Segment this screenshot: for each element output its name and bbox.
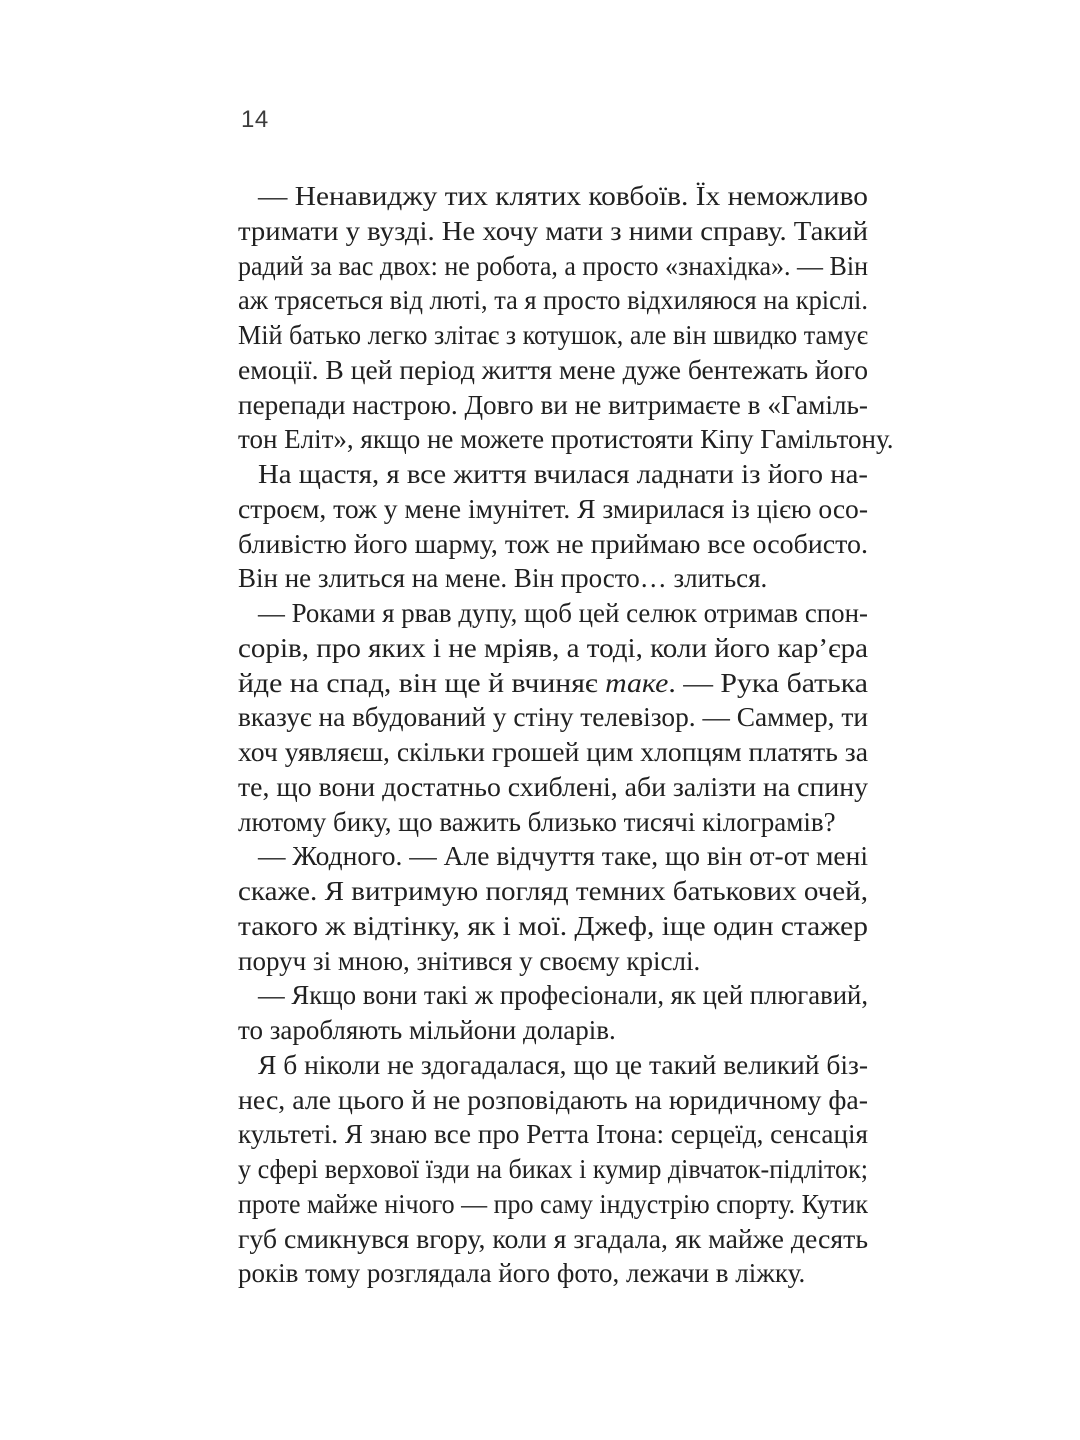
- text-line: [238, 527, 868, 562]
- paragraph: [238, 596, 868, 839]
- text-line-content: поруч зі мною, знітився у своєму кріслі.: [238, 945, 701, 976]
- italic-text: таке: [605, 667, 669, 698]
- text-line: [238, 1117, 868, 1152]
- text-line: [238, 909, 868, 944]
- paragraph: [238, 457, 868, 596]
- paragraph: [238, 839, 868, 978]
- text-line-content: губ смикнувся вгору, коли я згадала, як майже десять: [238, 1223, 868, 1254]
- text-line: [238, 283, 868, 318]
- text-line-content: тон Еліт», якщо не можете протистояти Кіпу Гамільтону.: [238, 424, 894, 455]
- text-line-content: [238, 666, 868, 701]
- text-line-content: Я б ніколи не здогадалася, що це такий великий біз-: [258, 1049, 868, 1080]
- text-line: [238, 388, 868, 423]
- text-line: [238, 666, 868, 701]
- paragraph: [238, 179, 894, 457]
- text-line: [238, 179, 868, 214]
- text-line-content: — Якщо вони такі ж професіонали, як цей плюгавий,: [258, 980, 868, 1011]
- text-line: [238, 422, 894, 457]
- text-line-content: то заробляють мільйони доларів.: [238, 1015, 616, 1045]
- text-line-content: культеті. Я знаю все про Ретта Ітона: серцеїд, сенсація: [238, 1119, 868, 1150]
- text-line: [238, 735, 868, 770]
- text-line: [238, 249, 868, 284]
- text-line-content: сорів, про яких і не мріяв, а тоді, коли його кар’єра: [238, 632, 868, 663]
- text-line-content: строєм, тож у мене імунітет. Я змирилася із цією осо-: [238, 493, 868, 524]
- text-line: [238, 1187, 868, 1222]
- text-line-content: перепади настрою. Довго ви не витримаєте в «Гаміль-: [238, 389, 868, 420]
- text-line-content: Мій батько легко злітає з котушок, але він швидко тамує: [238, 320, 868, 350]
- text-line-content: скаже. Я витримую погляд темних батькових очей,: [238, 876, 869, 906]
- text-line-content: вказує на вбудований у стіну телевізор. — Саммер, ти: [238, 702, 868, 733]
- text-line: [238, 700, 868, 735]
- paragraph: [238, 1048, 868, 1291]
- text-line: [238, 214, 868, 249]
- text-line-content: нес, але цього й не розповідають на юридичному фа-: [238, 1084, 868, 1115]
- text-line-content: років тому розглядала його фото, лежачи в ліжку.: [238, 1258, 806, 1289]
- page-text: [238, 179, 894, 1291]
- text-line: [238, 874, 868, 909]
- text-line-content: тримати у вузді. Не хочу мати з ними справу. Такий: [238, 215, 868, 246]
- text-line-content: хоч уявляєш, скільки грошей цим хлопцям платять за: [238, 737, 868, 767]
- text-line: [238, 1048, 868, 1083]
- text-line: [238, 1152, 868, 1187]
- text-line: [238, 770, 868, 805]
- text-line-content: емоції. В цей період життя мене дуже бентежать його: [238, 354, 868, 385]
- text-line: [238, 1083, 868, 1118]
- text-line: [238, 805, 868, 840]
- text-line: [238, 457, 868, 492]
- text-line: [238, 318, 868, 353]
- text-line: [238, 1222, 868, 1257]
- paragraph: [238, 978, 868, 1048]
- text-line-content: те, що вони достатньо схиблені, аби залізти на спину: [238, 771, 868, 802]
- text-line: [238, 596, 868, 631]
- text-line-content: — Ненавиджу тих клятих ковбоїв. Їх неможливо: [258, 181, 868, 211]
- text-line-content: проте майже нічого — про саму індустрію спорту. Кутик: [238, 1188, 868, 1219]
- text-line-content: у сфері верхової їзди на биках і кумир дівчаток-підліток;: [238, 1154, 868, 1184]
- plain-text: йде на спад, він ще й вчиняє: [238, 667, 606, 698]
- page-number: 14: [241, 106, 269, 133]
- text-line-content: Він не злиться на мене. Він просто… злиться.: [238, 563, 768, 594]
- text-line-content: На щастя, я все життя вчилася ладнати із його на-: [258, 459, 868, 489]
- text-line-content: аж трясеться від люті, та я просто відхиляюся на кріслі.: [238, 285, 868, 316]
- text-line: [238, 944, 868, 979]
- text-line: [238, 839, 868, 874]
- text-line-content: радий за вас двох: не робота, а просто «знахідка». — Він: [238, 250, 868, 281]
- plain-text: . — Рука батька: [668, 667, 868, 698]
- text-line-content: бливістю його шарму, тож не приймаю все особисто.: [238, 528, 868, 559]
- text-line-content: — Роками я рвав дупу, щоб цей селюк отримав спон-: [258, 598, 868, 628]
- text-line: [238, 1013, 868, 1048]
- text-line: [238, 978, 868, 1013]
- text-line: [238, 561, 868, 596]
- text-line: [238, 492, 868, 527]
- text-line: [238, 631, 868, 666]
- text-line: [238, 353, 868, 388]
- text-line-content: такого ж відтінку, як і мої. Джеф, іще один стажер: [238, 910, 868, 941]
- text-line-content: лютому бику, що важить близько тисячі кілограмів?: [238, 806, 836, 837]
- text-line: [238, 1256, 868, 1291]
- text-line-content: — Жодного. — Але відчуття таке, що він от-от мені: [258, 841, 868, 872]
